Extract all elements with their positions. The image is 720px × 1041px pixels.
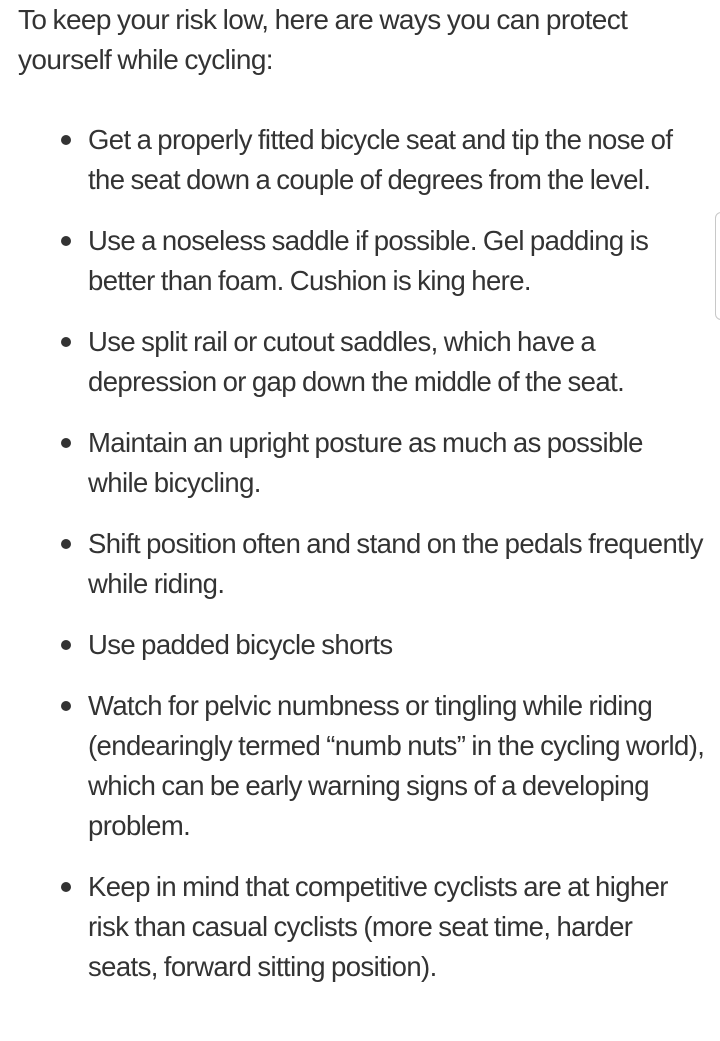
list-item-text: Use padded bicycle shorts: [88, 629, 393, 660]
list-item: [88, 221, 708, 301]
bullet-icon: [61, 640, 71, 650]
list-item: [88, 867, 708, 987]
list-item: [88, 120, 708, 200]
list-item: [88, 322, 708, 402]
list-item-text: Maintain an upright posture as much as possible while bicycling.: [88, 427, 643, 498]
bullet-icon: [61, 438, 71, 448]
bullet-icon: [61, 236, 71, 246]
list-item-text: Use a noseless saddle if possible. Gel padding is better than foam. Cushion is king here.: [88, 225, 649, 296]
list-item-text: Get a properly fitted bicycle seat and tip the nose of the seat down a couple of degrees from the level.: [88, 124, 673, 195]
bullet-icon: [61, 539, 71, 549]
list-item-text: Keep in mind that competitive cyclists are at higher risk than casual cyclists (more seat time, harder seats, forward sitting position).: [88, 871, 668, 982]
list-item: [88, 625, 708, 665]
article-content: [18, 0, 708, 1008]
list-item-text: Shift position often and stand on the pedals frequently while riding.: [88, 528, 703, 599]
list-item-text: Use split rail or cutout saddles, which have a depression or gap down the middle of the seat.: [88, 326, 625, 397]
bullet-icon: [61, 701, 71, 711]
scrollbar-handle[interactable]: [715, 212, 720, 320]
list-item-text: Watch for pelvic numbness or tingling while riding (endearingly termed “numb nuts” in the cycling world), which can be early warning signs of a developing problem.: [88, 690, 705, 841]
bullet-icon: [61, 135, 71, 145]
list-item: [88, 524, 708, 604]
list-item: [88, 686, 708, 846]
tips-list: [18, 120, 708, 987]
bullet-icon: [61, 337, 71, 347]
bullet-icon: [61, 882, 71, 892]
list-item: [88, 423, 708, 503]
intro-paragraph: To keep your risk low, here are ways you can protect yourself while cycling:: [18, 4, 628, 75]
